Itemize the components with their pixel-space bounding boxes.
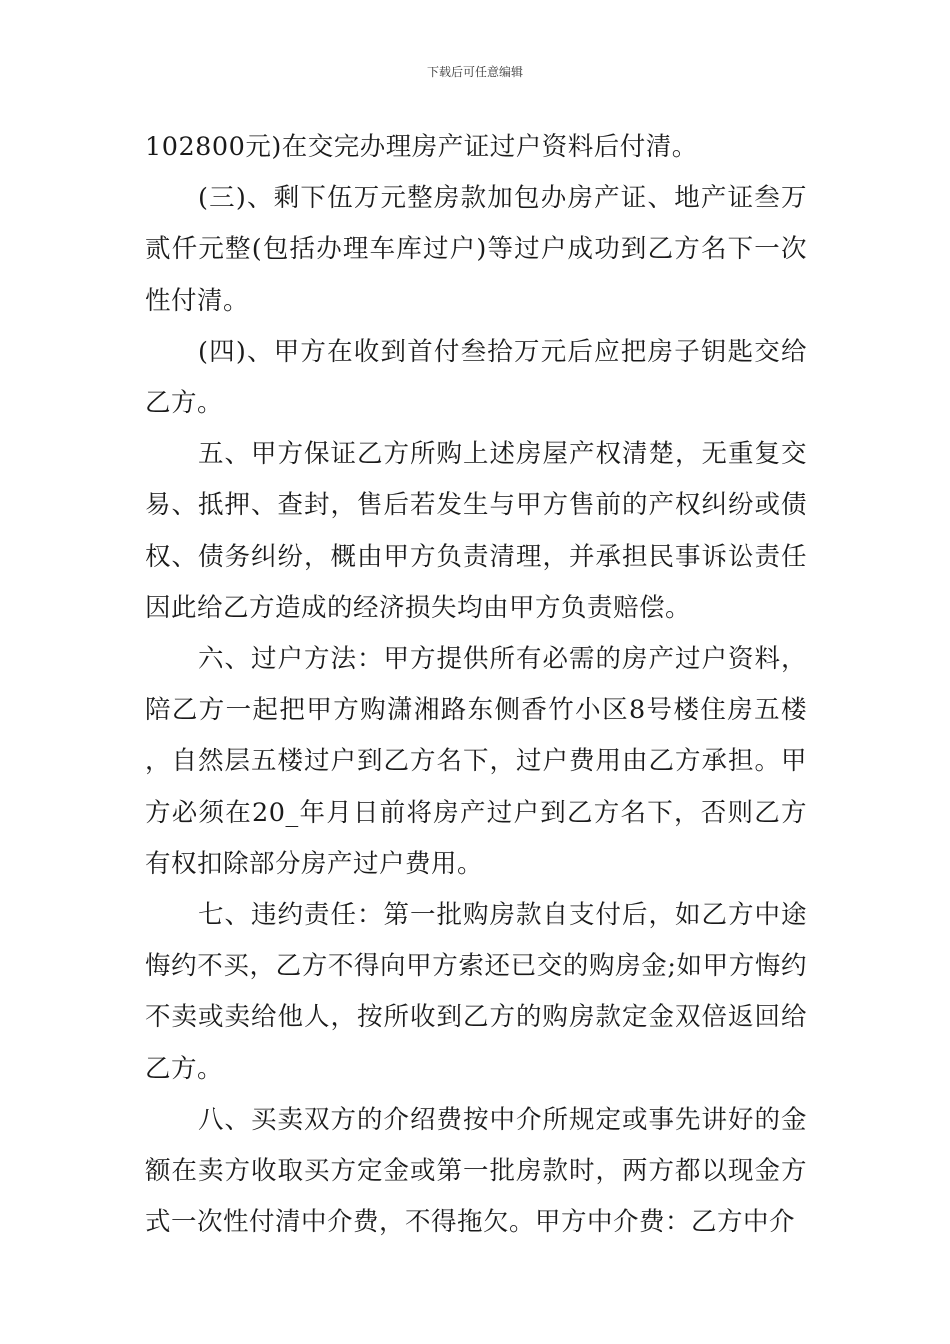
paragraph-section-6: 六、过户方法：甲方提供所有必需的房产过户资料，陪乙方一起把甲方购潇湘路东侧香竹小区8号楼住房五楼，自然层五楼过户到乙方名下，过户费用由乙方承担。甲方必须在20_年月日前将房产过户到乙方名下，否则乙方有权扣除部分房产过户费用。: [145, 644, 807, 879]
paragraph-section-7: 七、违约责任：第一批购房款自支付后，如乙方中途悔约不买，乙方不得向甲方索还已交的购房金;如甲方悔约不卖或卖给他人，按所收到乙方的购房款定金双倍返回给乙方。: [145, 900, 807, 1084]
page-header: 下载后可任意编辑: [426, 65, 523, 79]
document-body: [145, 122, 807, 1248]
paragraph-section-8: 八、买卖双方的介绍费按中介所规定或事先讲好的金额在卖方收取买方定金或第一批房款时，两方都以现金方式一次性付清中介费，不得拖欠。甲方中介费：乙方中介: [145, 1104, 807, 1238]
paragraph-clause-3: (三)、剩下伍万元整房款加包办房产证、地产证叁万贰仟元整(包括办理车库过户)等过户成功到乙方名下一次性付清。: [145, 183, 807, 316]
paragraph-section-5: 五、甲方保证乙方所购上述房屋产权清楚，无重复交易、抵押、查封，售后若发生与甲方售前的产权纠纷或债权、债务纠纷，概由甲方负责清理，并承担民事诉讼责任因此给乙方造成的经济损失均由甲方负责赔偿。: [145, 439, 807, 623]
paragraph-clause-4: (四)、甲方在收到首付叁拾万元后应把房子钥匙交给乙方。: [145, 336, 807, 419]
paragraph-payment-continued: 102800元)在交完办理房产证过户资料后付清。: [145, 132, 698, 162]
